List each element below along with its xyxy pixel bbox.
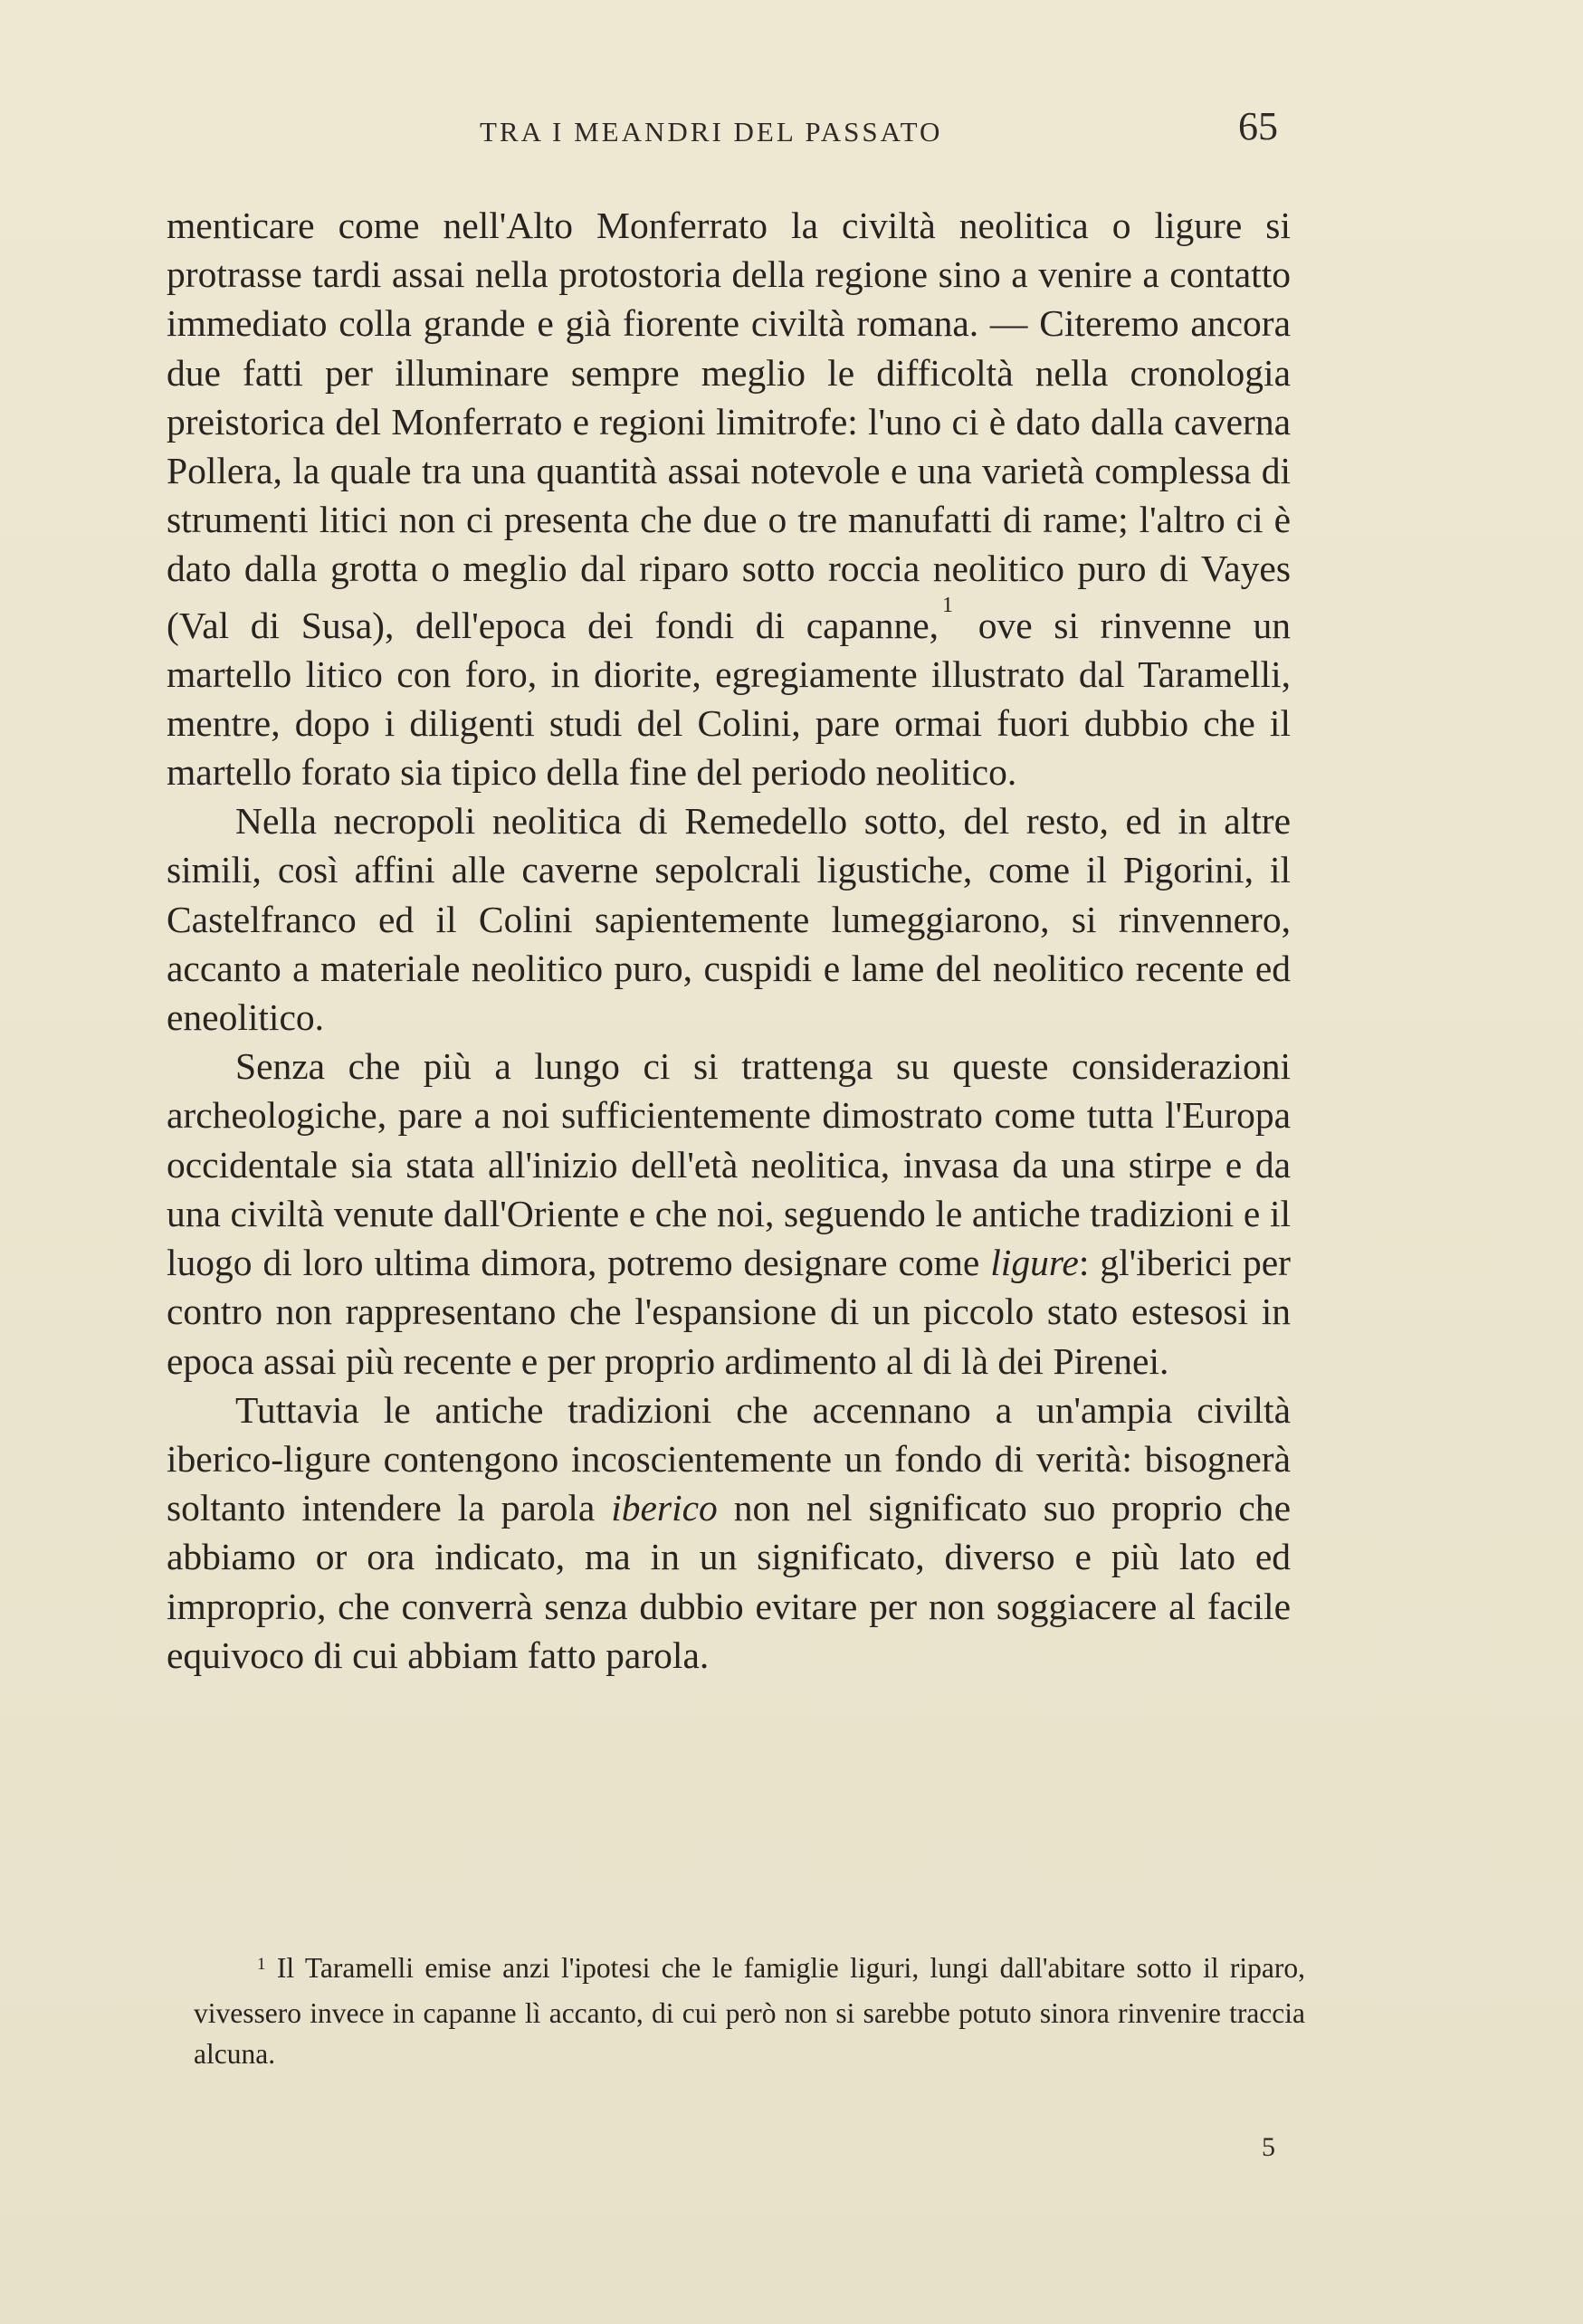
paragraph-3-text-b: : gl'iberici per contro non rappresentano che l'espansione di un piccolo stato estesosi in epoca assai più recente e per proprio ardimento al di là dei Pirenei. [167, 1242, 1291, 1382]
paragraph-4 [167, 1386, 1291, 1680]
footnote-marker: 1 [257, 1955, 266, 1974]
footnote-reference: 1 [942, 593, 954, 617]
italic-term-iberico: iberico [611, 1487, 718, 1529]
footnote [194, 1948, 1305, 2074]
paragraph-4-text-a: Tuttavia le antiche tradizioni che accennano a un'ampia civiltà iberico-ligure contengono incoscientemente un fondo di verità: bisognerà soltanto intendere la parola [167, 1388, 1291, 1529]
footnote-text: Il Taramelli emise anzi l'ipotesi che le famiglie liguri, lungi dall'abitare sotto il riparo, vivessero invece in capanne lì accanto, di cui però non si sarebbe potuto sinora rinvenire traccia alcuna. [194, 1952, 1305, 2070]
paragraph-3-text-a: Senza che più a lungo ci si trattenga su queste considerazioni archeologiche, pare a noi sufficientemente dimostrato come tutta l'Europa occidentale sia stata all'inizio dell'età neolitica, invasa da una stirpe e da una civiltà venute dall'Oriente e che noi, seguendo le antiche tradizioni e il luogo di loro ultima dimora, potremo designare come [167, 1045, 1291, 1284]
paragraph-1-text-a: menticare come nell'Alto Monferrato la civiltà neolitica o ligure si protrasse tardi assai nella protostoria della regione sino a venire a contatto immediato colla grande e già fiorente civiltà romana. — Citeremo ancora due fatti per illuminare sempre meglio le difficoltà nella cronologia preistorica del Monferrato e regioni limitrofe: l'uno ci è dato dalla caverna Pollera, la quale tra una quantità assai notevole e una varietà complessa di strumenti litici non ci presenta che due o tre manufatti di rame; l'altro ci è dato dalla grotta o meglio dal riparo sotto roccia neolitico puro di Vayes (Val di Susa), dell'epoca dei fondi di capanne, [167, 205, 1291, 646]
italic-term-ligure: ligure [990, 1242, 1079, 1284]
paragraph-1 [167, 201, 1291, 796]
paragraph-4-text-b: non nel significato suo proprio che abbiamo or ora indicato, ma in un significato, diverso e più lato ed improprio, che converrà senza dubbio evitare per non soggiacere al facile equivoco di cui abbiam fatto parola. [167, 1487, 1292, 1676]
paragraph-2: Nella necropoli neolitica di Remedello sotto, del resto, ed in altre simili, così affini alle caverne sepolcrali ligustiche, come il Pigorini, il Castelfranco ed il Colini sapientemente lumeggiarono, si rinvennero, accanto a materiale neolitico puro, cuspidi e lame del neolitico recente ed eneolitico. [167, 800, 1291, 1039]
signature-mark: 5 [1262, 2132, 1275, 2162]
running-head: TRA I MEANDRI DEL PASSATO [480, 116, 943, 148]
page-number: 65 [1238, 104, 1278, 148]
paragraph-1-text-b: ove si rinvenne un martello litico con foro, in diorite, egregiamente illustrato dal Taramelli, mentre, dopo i diligenti studi del Colini, pare ormai fuori dubbio che il martello forato sia tipico della fine del periodo neolitico. [167, 604, 1291, 794]
body-text [167, 201, 1291, 1680]
paragraph-3 [167, 1042, 1291, 1385]
